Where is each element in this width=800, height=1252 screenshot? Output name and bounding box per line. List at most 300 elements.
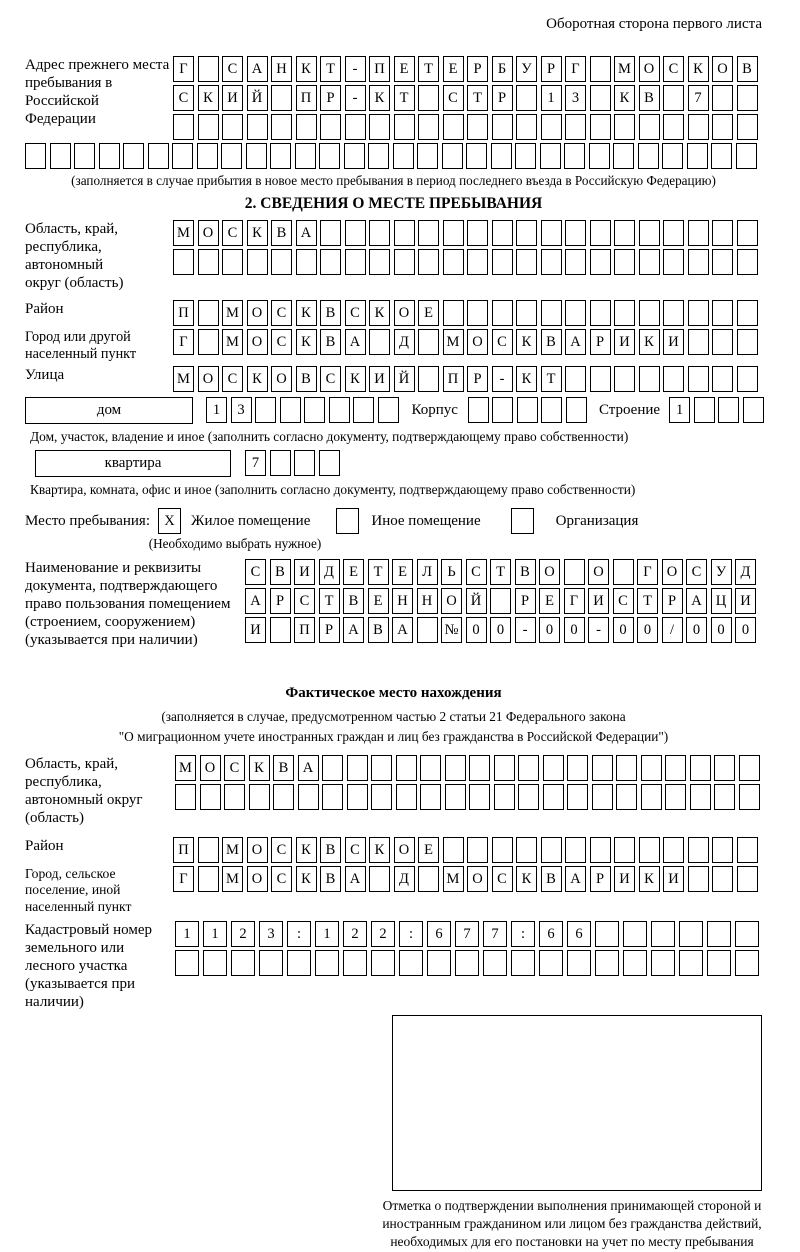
char-box: 0 <box>564 617 585 643</box>
char-box <box>663 837 684 863</box>
char-box <box>712 866 733 892</box>
char-box: : <box>511 921 535 947</box>
char-box <box>679 921 703 947</box>
char-box <box>690 784 711 810</box>
char-box <box>736 143 757 169</box>
char-box: Е <box>394 56 415 82</box>
char-box: С <box>294 588 315 614</box>
char-box <box>304 397 325 423</box>
char-box: Д <box>735 559 756 585</box>
char-box: С <box>271 837 292 863</box>
char-box: - <box>345 85 366 111</box>
char-box: О <box>394 300 415 326</box>
char-box: Б <box>492 56 513 82</box>
char-box: Г <box>565 56 586 82</box>
char-box <box>590 220 611 246</box>
char-box: П <box>443 366 464 392</box>
char-box <box>295 143 316 169</box>
char-box <box>418 329 439 355</box>
char-box <box>369 220 390 246</box>
char-box <box>613 143 634 169</box>
char-box <box>737 837 758 863</box>
char-box <box>198 114 219 140</box>
char-box <box>270 617 291 643</box>
char-box <box>271 249 292 275</box>
char-box: В <box>343 588 364 614</box>
char-box: Т <box>637 588 658 614</box>
char-box: К <box>369 300 390 326</box>
char-box <box>467 249 488 275</box>
char-box: О <box>394 837 415 863</box>
char-box: 7 <box>483 921 507 947</box>
char-box <box>712 249 733 275</box>
char-box <box>688 114 709 140</box>
char-box <box>651 950 675 976</box>
char-box: 0 <box>466 617 487 643</box>
region-block <box>25 220 762 296</box>
char-box <box>665 755 686 781</box>
char-box: 1 <box>206 397 227 423</box>
char-box <box>198 56 219 82</box>
char-box <box>148 143 169 169</box>
actual-district-block <box>25 837 762 863</box>
char-box: 2 <box>371 921 395 947</box>
char-box: Т <box>541 366 562 392</box>
char-row <box>173 366 758 392</box>
char-box <box>270 450 291 476</box>
option-residential-label: Жилое помещение <box>191 512 311 529</box>
char-box <box>369 329 390 355</box>
char-box <box>688 329 709 355</box>
char-box: С <box>492 866 513 892</box>
char-box <box>197 143 218 169</box>
korpus-cells <box>468 397 587 423</box>
char-box <box>492 300 513 326</box>
char-box <box>420 755 441 781</box>
char-box <box>737 220 758 246</box>
char-box: И <box>614 329 635 355</box>
actual-location-title: Фактическое место нахождения <box>285 685 502 702</box>
char-box: Й <box>394 366 415 392</box>
char-box <box>592 784 613 810</box>
char-box: С <box>271 300 292 326</box>
char-box <box>418 366 439 392</box>
char-box <box>198 300 219 326</box>
char-box: М <box>443 866 464 892</box>
char-box: А <box>298 755 319 781</box>
char-box <box>511 950 535 976</box>
char-box: 2 <box>343 921 367 947</box>
char-box: К <box>296 329 317 355</box>
char-box: 0 <box>735 617 756 643</box>
char-box <box>518 755 539 781</box>
char-box: Р <box>467 366 488 392</box>
char-box <box>743 397 764 423</box>
char-box <box>294 450 315 476</box>
char-box: Р <box>270 588 291 614</box>
char-box <box>74 143 95 169</box>
char-box: В <box>368 617 389 643</box>
char-box <box>200 784 221 810</box>
char-box: О <box>200 755 221 781</box>
char-box <box>639 249 660 275</box>
char-box <box>614 366 635 392</box>
char-box <box>739 755 760 781</box>
char-box: О <box>247 837 268 863</box>
char-box: О <box>467 329 488 355</box>
char-box: М <box>443 329 464 355</box>
char-box: - <box>345 56 366 82</box>
char-box <box>427 950 451 976</box>
char-box <box>491 143 512 169</box>
char-box <box>614 220 635 246</box>
char-box <box>468 397 489 423</box>
char-box <box>663 366 684 392</box>
char-box <box>123 143 144 169</box>
char-box: К <box>198 85 219 111</box>
house-row <box>25 397 762 424</box>
char-box: : <box>287 921 311 947</box>
char-box <box>565 220 586 246</box>
char-box <box>273 784 294 810</box>
char-box <box>589 143 610 169</box>
char-box <box>320 114 341 140</box>
char-box: С <box>345 837 366 863</box>
char-box <box>565 366 586 392</box>
char-box <box>296 249 317 275</box>
char-box <box>688 837 709 863</box>
char-box: 7 <box>455 921 479 947</box>
char-box <box>687 143 708 169</box>
char-box: О <box>247 866 268 892</box>
char-row <box>173 300 758 326</box>
char-row <box>245 559 756 585</box>
char-box <box>541 397 562 423</box>
char-box <box>516 220 537 246</box>
char-box: М <box>175 755 196 781</box>
char-box <box>590 300 611 326</box>
char-box: М <box>614 56 635 82</box>
actual-location-note-line1: (заполняется в случае, предусмотренном частью 2 статьи 21 Федерального закона <box>161 709 626 725</box>
char-box <box>469 755 490 781</box>
char-box <box>417 143 438 169</box>
char-box <box>707 921 731 947</box>
char-box <box>590 249 611 275</box>
char-box: С <box>345 300 366 326</box>
char-box <box>319 450 340 476</box>
char-box: С <box>271 866 292 892</box>
char-box <box>490 588 511 614</box>
char-box: 0 <box>490 617 511 643</box>
char-box <box>712 85 733 111</box>
actual-location-note <box>25 707 762 747</box>
char-box <box>614 300 635 326</box>
char-box <box>565 837 586 863</box>
char-box <box>616 784 637 810</box>
char-box: Д <box>394 866 415 892</box>
char-box <box>737 329 758 355</box>
char-box <box>737 85 758 111</box>
char-box <box>541 300 562 326</box>
char-box: И <box>663 866 684 892</box>
doc-rows <box>245 559 756 643</box>
char-box <box>735 950 759 976</box>
char-box: К <box>296 56 317 82</box>
option-organization-label: Организация <box>555 512 639 529</box>
char-row <box>173 329 758 355</box>
char-box: К <box>296 866 317 892</box>
prev-address-label: Адрес прежнего места пребывания в Российской Федерации <box>25 57 170 127</box>
char-box <box>517 397 538 423</box>
char-row <box>173 56 758 82</box>
char-box: Т <box>368 559 389 585</box>
char-box <box>322 784 343 810</box>
char-box <box>396 784 417 810</box>
char-box: Н <box>417 588 438 614</box>
cadastre-rows <box>175 921 759 976</box>
char-box: Р <box>467 56 488 82</box>
char-box <box>567 950 591 976</box>
char-box <box>688 249 709 275</box>
char-box: А <box>686 588 707 614</box>
char-box <box>420 784 441 810</box>
stay-type-row <box>25 508 762 534</box>
char-box <box>516 114 537 140</box>
char-box: К <box>249 755 270 781</box>
char-box <box>394 114 415 140</box>
char-box <box>271 85 292 111</box>
char-box <box>394 249 415 275</box>
char-box <box>688 366 709 392</box>
char-box: А <box>345 329 366 355</box>
char-box: 6 <box>567 921 591 947</box>
char-box <box>298 784 319 810</box>
char-box: 0 <box>637 617 658 643</box>
char-box: Ц <box>711 588 732 614</box>
char-box: № <box>441 617 462 643</box>
char-box <box>590 56 611 82</box>
char-box <box>712 300 733 326</box>
char-box: Г <box>173 56 194 82</box>
char-box <box>590 837 611 863</box>
char-box: Д <box>394 329 415 355</box>
char-box <box>287 950 311 976</box>
char-box <box>319 143 340 169</box>
char-box: И <box>614 866 635 892</box>
char-box: К <box>345 366 366 392</box>
char-box: С <box>686 559 707 585</box>
char-box <box>469 784 490 810</box>
char-box: Е <box>418 300 439 326</box>
char-box <box>343 950 367 976</box>
char-box: Г <box>173 329 194 355</box>
char-box: С <box>466 559 487 585</box>
char-box <box>541 837 562 863</box>
char-box <box>515 143 536 169</box>
char-box: А <box>565 866 586 892</box>
char-box <box>714 784 735 810</box>
char-box <box>329 397 350 423</box>
char-box: С <box>443 85 464 111</box>
doc-label: Наименование и реквизиты документа, подтверждающего право пользования помещением (строением, сооружением) (указывается при наличии) <box>25 560 231 649</box>
char-box <box>353 397 374 423</box>
char-box <box>737 249 758 275</box>
char-box: П <box>296 85 317 111</box>
char-box <box>714 755 735 781</box>
char-row <box>173 866 758 892</box>
char-box <box>516 249 537 275</box>
char-box <box>614 837 635 863</box>
page-header-note: Оборотная сторона первого листа <box>546 16 762 32</box>
char-box <box>638 143 659 169</box>
char-box <box>418 220 439 246</box>
char-box: И <box>735 588 756 614</box>
char-box: К <box>688 56 709 82</box>
char-box <box>639 366 660 392</box>
char-box <box>443 220 464 246</box>
char-box <box>369 866 390 892</box>
char-box <box>345 220 366 246</box>
char-box <box>712 837 733 863</box>
char-box: Р <box>320 85 341 111</box>
char-box <box>590 114 611 140</box>
char-box <box>663 85 684 111</box>
apartment-row <box>35 450 762 477</box>
char-box: В <box>541 866 562 892</box>
char-box: 1 <box>175 921 199 947</box>
char-box: С <box>173 85 194 111</box>
house-field-label: дом <box>25 397 193 424</box>
char-box <box>516 837 537 863</box>
char-box: К <box>639 866 660 892</box>
char-box <box>663 300 684 326</box>
char-box <box>737 366 758 392</box>
char-box <box>221 143 242 169</box>
char-row <box>175 755 760 781</box>
char-box: М <box>173 366 194 392</box>
char-box <box>595 950 619 976</box>
char-box: Т <box>394 85 415 111</box>
char-box <box>540 143 561 169</box>
char-box <box>175 950 199 976</box>
prev-address-rows <box>173 56 758 140</box>
char-box <box>690 755 711 781</box>
char-box <box>393 143 414 169</box>
char-box <box>718 397 739 423</box>
char-box <box>173 114 194 140</box>
char-box <box>466 143 487 169</box>
char-box: 0 <box>711 617 732 643</box>
char-box: Т <box>418 56 439 82</box>
char-box <box>198 329 219 355</box>
char-box: Н <box>392 588 413 614</box>
char-box: В <box>271 220 292 246</box>
char-box <box>663 249 684 275</box>
char-box <box>345 249 366 275</box>
char-box: Л <box>417 559 438 585</box>
char-box: О <box>198 220 219 246</box>
char-box: К <box>296 837 317 863</box>
char-box <box>590 85 611 111</box>
char-box: С <box>222 366 243 392</box>
char-box: Т <box>490 559 511 585</box>
char-box: В <box>320 329 341 355</box>
char-box: А <box>565 329 586 355</box>
char-box <box>564 559 585 585</box>
char-box <box>651 921 675 947</box>
char-box: Т <box>320 56 341 82</box>
char-box <box>541 114 562 140</box>
char-box: М <box>222 837 243 863</box>
char-box: Т <box>467 85 488 111</box>
char-box <box>378 397 399 423</box>
char-box <box>418 249 439 275</box>
checkbox-other-premise <box>336 508 359 534</box>
char-box: Р <box>319 617 340 643</box>
char-box: Е <box>368 588 389 614</box>
char-box <box>222 249 243 275</box>
char-box <box>623 950 647 976</box>
char-box: К <box>296 300 317 326</box>
actual-region-label: Область, край, республика, автономный округ (область) <box>25 755 143 826</box>
char-box: И <box>369 366 390 392</box>
char-box <box>270 143 291 169</box>
char-box <box>50 143 71 169</box>
char-box <box>567 755 588 781</box>
char-box <box>396 755 417 781</box>
char-box <box>203 950 227 976</box>
char-box: О <box>198 366 219 392</box>
char-box <box>246 143 267 169</box>
char-box: - <box>515 617 536 643</box>
char-box: А <box>392 617 413 643</box>
char-box <box>712 220 733 246</box>
char-box <box>541 220 562 246</box>
char-box <box>418 114 439 140</box>
char-box: 0 <box>686 617 707 643</box>
char-box <box>443 249 464 275</box>
char-box: С <box>222 220 243 246</box>
prev-address-block <box>25 56 762 140</box>
char-box <box>735 921 759 947</box>
char-box: 1 <box>315 921 339 947</box>
char-box <box>259 950 283 976</box>
actual-location-note-line2: "О миграционном учете иностранных граждан и лиц без гражданства в Российской Федерации") <box>118 729 669 744</box>
street-label: Улица <box>25 367 65 384</box>
char-box <box>739 784 760 810</box>
char-box: С <box>663 56 684 82</box>
char-box: О <box>247 300 268 326</box>
apartment-cells <box>245 450 340 476</box>
char-box <box>369 249 390 275</box>
char-box <box>347 784 368 810</box>
char-row <box>173 114 758 140</box>
city-label: Город или другой населенный пункт <box>25 329 137 363</box>
char-box: К <box>369 85 390 111</box>
apartment-note: Квартира, комната, офис и иное (заполнить согласно документу, подтверждающему право собственности) <box>30 482 636 498</box>
char-box: И <box>294 559 315 585</box>
char-box <box>25 143 46 169</box>
char-box <box>322 755 343 781</box>
char-box <box>623 921 647 947</box>
char-box: О <box>588 559 609 585</box>
char-box: Р <box>492 85 513 111</box>
char-box: К <box>247 366 268 392</box>
char-box: 3 <box>231 397 252 423</box>
char-box: Р <box>590 329 611 355</box>
char-box: С <box>222 56 243 82</box>
char-box <box>467 837 488 863</box>
